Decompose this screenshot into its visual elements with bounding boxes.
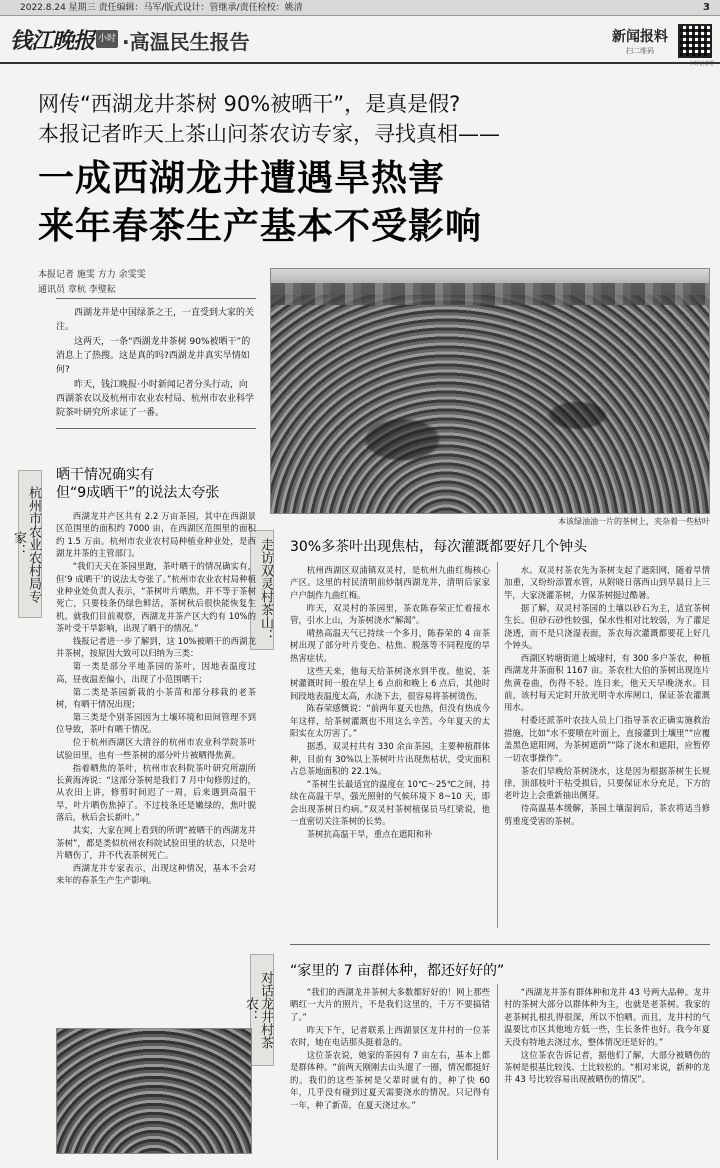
byline-correspondents: 通讯员 章杭 李璧耘 bbox=[38, 285, 116, 295]
intro-top-rule bbox=[56, 298, 256, 299]
paragraph: 昨天，双灵村的茶园里，茶农陈春荣正忙着接水管，引水上山，为茶树浇水“解渴”。 bbox=[290, 602, 490, 626]
paragraph: 指着晒焦的茶叶，杭州市农科院茶叶研究所副所长黄海涛说：“这部分茶树是我们 7 月中旬修剪过的，从农田上讲，修剪时间迟了一周，后来遇到高温干旱，叶片晒伤焦掉了。不过枝条还是嫩绿的，焦叶脱落后，秋后会长新叶。” bbox=[56, 762, 256, 823]
newspaper-logo: 钱江晚报 bbox=[10, 28, 95, 54]
section-heading-longjing: “家里的 7 亩群体种，都还好好的” bbox=[290, 963, 505, 979]
paragraph: 据悉，双灵村共有 330 余亩茶园，主要种植群体种，目前有 30%以上茶树叶片出现焦枯状，受灾面积占总茶地面积的 22.1%。 bbox=[290, 741, 490, 776]
photo-caption: 本该绿油油一片的茶树上，夹杂着一些枯叶 bbox=[558, 517, 710, 526]
column-divider bbox=[497, 984, 498, 1160]
tea-field-photo bbox=[270, 268, 710, 514]
intro-box bbox=[56, 306, 256, 421]
kicker-line-1: 网传“西湖龙井茶树 90%被晒干”，是真是假? bbox=[38, 92, 461, 116]
side-tag-longjing-village: 对话龙井村茶农： bbox=[250, 954, 274, 1066]
intro-bottom-rule bbox=[56, 428, 256, 429]
news-tip-sub: 扫二维码 bbox=[626, 47, 654, 55]
qr-code-icon[interactable] bbox=[678, 24, 712, 58]
section-heading-left-line-2: 但“9成晒干”的说法太夸张 bbox=[56, 485, 220, 501]
paragraph: “我们的西湖龙井茶树大多数都好好的！网上那些晒红一大片的照片，不是我们这里的，千万不要搞错了。” bbox=[290, 987, 490, 1022]
paragraph: 钱报记者进一步了解到，这 10%被晒干的西湖龙井茶树，按原因大致可以归纳为三类： bbox=[56, 636, 256, 659]
paragraph: 昨天下午，记者联系上西湖景区龙井村的一位茶农时，她在电话那头挺着急的。 bbox=[290, 1024, 490, 1048]
side-tag-agriculture-bureau: 杭州市农业农村局专家： bbox=[18, 470, 42, 618]
masthead bbox=[0, 18, 720, 67]
section-heading-shuangling: 30%多茶叶出现焦枯，每次灌溉都要好几个钟头 bbox=[290, 539, 588, 555]
paragraph: 杭州西湖区双浦镇双灵村，是杭州九曲红梅核心产区。这里的村民清明前炒制西湖龙井，清明后家家户户制作九曲红梅。 bbox=[290, 565, 490, 600]
paragraph: 第一类是部分平地茶园的茶叶，因地表温度过高，昼夜温差偏小，出现了小范围晒干； bbox=[56, 661, 256, 684]
paragraph: 陈春荣感慨说：“前两年夏天也热，但没有热成今年这样，给茶树灌溉也不用这么辛苦。今年夏天的太阳实在太厉害了。” bbox=[290, 703, 490, 739]
side-tag-shuangling-village: 走访双灵村茶山： bbox=[250, 530, 274, 650]
byline bbox=[38, 268, 146, 298]
kicker-line-2: 本报记者昨天上茶山问茶农访专家，寻找真相—— bbox=[38, 122, 500, 146]
section-heading-left-line-1: 晒干情况确实有 bbox=[56, 467, 154, 483]
tea-bush-photo bbox=[56, 1028, 252, 1154]
news-tip-label bbox=[612, 26, 668, 56]
byline-reporters: 本报记者 施雯 方力 余雯雯 bbox=[38, 270, 146, 280]
paragraph: 晴热高温天气已持续一个多月，陈春荣的 4 亩茶树出现了部分叶片变色、枯焦、脱落等不同程度的旱热害症状。 bbox=[290, 628, 490, 663]
column-right-top bbox=[504, 564, 710, 928]
photo-treeline bbox=[271, 283, 709, 305]
paragraph: 第二类是茶园新栽的小茶苗和部分移栽的老茶树，有晒干情况出现； bbox=[56, 686, 256, 710]
paragraph: 待高温基本缓解，茶园土壤湿润后，茶农将适当修剪重度受害的茶树。 bbox=[504, 803, 710, 826]
paragraph: 西湖区转塘街道上城埭村，有 300 多户茶农，种植西湖龙井茶面积 1167 亩。茶农杜大伯的茶树出现连片焦黄卷曲，伤得不轻。连日来，他天天早晚浇水。目前，该村每天定时开放光明寺水库闸口，保证茶农灌溉用水。 bbox=[504, 652, 710, 713]
paragraph: 位于杭州西湖区大清谷的杭州市农业科学院茶叶试验田里，也有一些茶树的部分叶片被晒得焦黄。 bbox=[56, 737, 256, 760]
headline-line-1: 一成西湖龙井遭遇旱热害 bbox=[38, 158, 446, 199]
news-tip-title: 新闻报料 bbox=[612, 29, 668, 45]
paragraph: 西湖龙井产区共有 2.2 万亩茶园，其中在西湖景区范围里的面积约 7000 亩，在西湖区范围里的面积约 1.5 万亩。杭州市农业农村局种植业种业处，是西湖龙井茶的主管部门。 bbox=[56, 511, 256, 559]
paragraph: 据了解，双灵村茶园的土壤以砂石为主，适宜茶树生长。但砂石砂性较强，保水性相对比较弱，为了灌足浇透，而不是只浇湿表面，茶农每次灌溉都要花上好几个钟头。 bbox=[504, 602, 710, 650]
paragraph: “茶树生长最适宜的温度在 10℃～25℃之间，持续在高温干旱，强光照射的气候环境下 8~10 天，即会出现茶树日灼病。”双灵村茶树植保员马红梁说，他一直密切关注茶树的长势。 bbox=[290, 778, 490, 827]
column-mid-top bbox=[290, 564, 490, 928]
section-heading-left bbox=[56, 466, 256, 502]
page-number: 3 bbox=[703, 2, 710, 13]
paragraph: 这位茶农说，她家的茶园有 7 亩左右，基本上都是群体种。“前两天刚刚去山头遛了一圈，情况都挺好的。我们的这些茶树是父辈时就有的，种了快 60 年，几乎没有碰到过夏天需要浇水的情况。只记得有一年，种了新苗，在夏天浇过水。” bbox=[290, 1050, 490, 1110]
paragraph: 水。双灵村茶农先为茶树支起了遮阳网，随着旱情加重，又纷纷添置水管，从附晓日落西山到早晨日上三竿，大家浇灌茶树，力保茶树挺过酷暑。 bbox=[504, 565, 710, 600]
section-rule bbox=[290, 944, 710, 945]
intro-paragraph: 西湖龙井是中国绿茶之王，一直受到大家的关注。 bbox=[56, 308, 255, 332]
paragraph: 西湖龙井专家表示，出现这种情况，基本不会对来年的春茶生产生产影响。 bbox=[56, 862, 256, 886]
qr-caption: 小时记者帮 bbox=[688, 61, 714, 67]
paragraph: 村委还派茶叶农技人员上门指导茶农正确实施救治措施，比如“水不要喷在叶面上，直接灌到土壤里”“应覆盖黑色遮阳网，为茶树遮荫”“除了浇水和遮阳，应暂停一切农事操作”。 bbox=[504, 715, 710, 763]
paragraph: 茶农们早晚给茶树浇水，这是因为根据茶树生长规律，顶部枝叶干枯受损后，只要保证水分充足，下方的老叶边上会重新抽出侧芽。 bbox=[504, 765, 710, 801]
paragraph: 其实，大家在网上看到的所谓“被晒干的西湖龙井茶树”，都是类似杭州农科院试验田里的状态，只是叶片晒伤了，并不代表茶树死亡。 bbox=[56, 825, 256, 860]
column-mid-bottom bbox=[290, 986, 490, 1160]
headline-line-2: 来年春茶生产基本不受影响 bbox=[38, 206, 483, 247]
paragraph: 这些天来，他每天给茶树浇水到半夜。他说，茶树灌溉时间一般在早上 6 点前和晚上 6 点后，其他时间段地表温度太高，水浇下去，很容易将茶树烫伤。 bbox=[290, 665, 490, 701]
column-divider bbox=[497, 562, 498, 928]
column-left bbox=[56, 510, 256, 1018]
paragraph: 第三类是个别茶园因为土壤环境和田间管理不到位导致，茶叶有晒干情况。 bbox=[56, 712, 256, 735]
logo-badge: 小时 bbox=[96, 30, 118, 48]
paragraph: “西湖龙井茶有群体种和龙井 43 号两大品种。龙井村的茶树大部分以群体种为主，也就是老茶树。我家的老茶树扎根扎得很深，所以不怕晒。而且，龙井村的气温要比市区其他地方低一些，生长条件也好。我今年夏天没有特地去浇过水，整体情况还是好的。” bbox=[504, 987, 710, 1047]
section-title: ·高温民生报告 bbox=[122, 30, 250, 54]
paragraph: 茶树抗高温干旱，重点在遮阳和补 bbox=[306, 829, 433, 840]
intro-paragraph: 这两天，一条“西湖龙井茶树 90%被晒干”的消息上了热搜。这是真的吗?西湖龙井真实旱情如何? bbox=[56, 337, 251, 375]
issue-info: 2022.8.24 星期三 责任编辑：马军/版式设计：管继承/责任检校：姚清 bbox=[20, 3, 303, 13]
paragraph: “我们天天在茶园里跑，茶叶晒干的情况确实有，但‘9 成晒干’的说法太夸张了。”杭州市农业农村局种植业种业处负责人表示，“茶树叶片晒焦，并不等于茶树死亡，只要枝条仍绿色鲜活，茶树秋后很快能恢复生机。就我们目前观察，西湖龙井茶产区大约有 10%的茶叶受干旱影响，出现了晒干的情况。” bbox=[56, 561, 256, 634]
intro-paragraph: 昨天，钱江晚报·小时新闻记者分头行动，向西湖茶农以及杭州市农业农村局、杭州市农业科学院茶叶研究所求证了一番。 bbox=[56, 380, 255, 418]
column-right-bottom bbox=[504, 986, 710, 1160]
page-header-bar bbox=[0, 0, 720, 16]
paragraph: 这位茶农告诉记者，据他们了解，大部分被晒伤的茶树是根基比较浅、土比较松的。“相对来说，新种的龙井 43 号比较容易出现被晒伤的情况”。 bbox=[504, 1049, 710, 1085]
